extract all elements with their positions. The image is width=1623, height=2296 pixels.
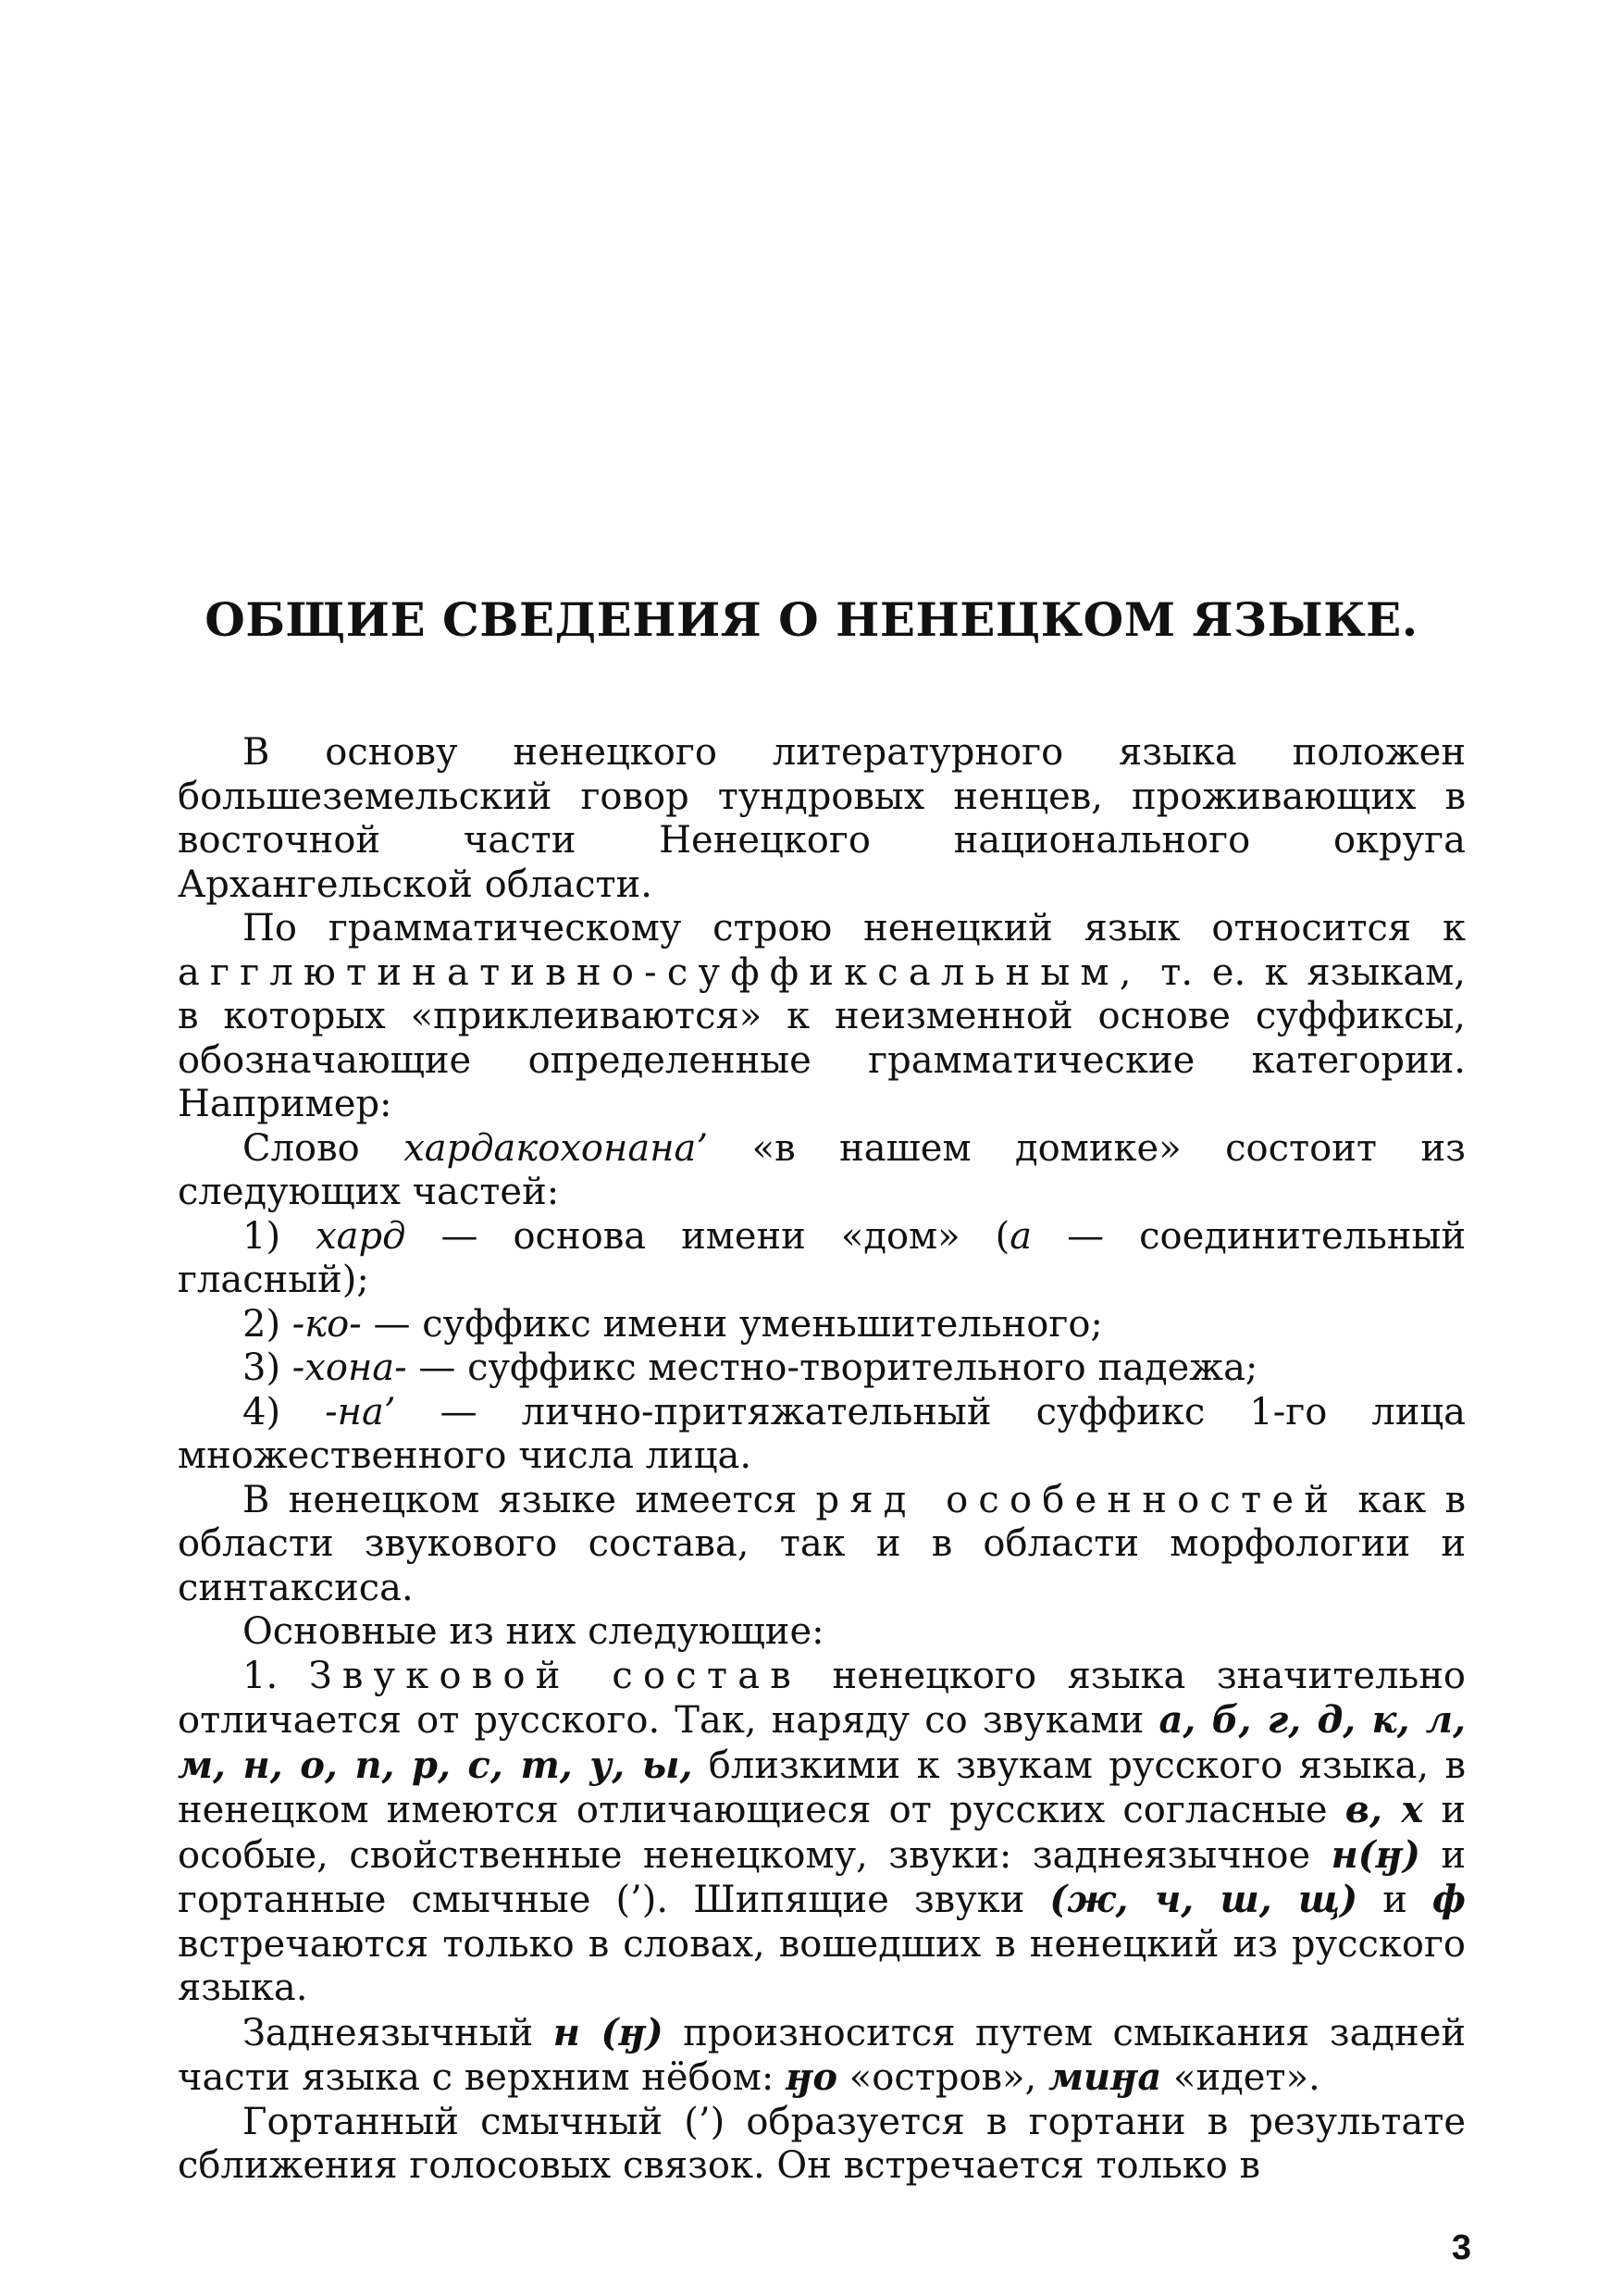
p6-text-g: встречаются только в словах, вошедших в ненецкий из русского языка. — [178, 1922, 1466, 2009]
paragraph-4 — [178, 1479, 1466, 1611]
p3-text-a: Слово — [242, 1126, 360, 1170]
page-number: 3 — [1451, 2228, 1471, 2267]
p6-text-e: и гортанные смычные (’). Шипящие звуки — [178, 1833, 1467, 1921]
p3-text-b: «в нашем домике» состоит из следующих частей: — [178, 1126, 1466, 1213]
item4-term: -на’ — [325, 1390, 396, 1433]
item3-text: — суффикс местно-творительного падежа; — [418, 1347, 1258, 1389]
item2-number: 2) — [242, 1302, 281, 1346]
p6-text-c: близкими к звукам русского языка, в ненецком имеются отличающиеся от русских согласные — [178, 1744, 1467, 1831]
p2-spaced-term: агглютинативно-суффиксальным, — [178, 950, 1142, 994]
item1-number: 1) — [242, 1214, 281, 1258]
item1-text-b: — соединительный гласный); — [178, 1214, 1467, 1301]
p6-sounds-v-kh: в, х — [1344, 1788, 1424, 1831]
paragraph-5: Основные из них следующие: — [242, 1610, 824, 1653]
p7-example-2: миӈа — [1047, 2055, 1162, 2099]
item4-number: 4) — [242, 1390, 281, 1433]
p7-gloss-2: «идет». — [1173, 2056, 1320, 2099]
item1-text-a: — основа имени «дом» ( — [440, 1214, 1010, 1258]
item3-number: 3) — [242, 1347, 281, 1389]
paragraph-6 — [178, 1655, 1466, 2011]
paragraph-2 — [178, 907, 1466, 1127]
p6-text-d: и особые, свойственные ненецкому, звуки: заднеязычное — [178, 1789, 1467, 1877]
p4-text-a: В ненецком языке имеется — [242, 1478, 798, 1521]
p6-sounds-sibilants: (ж, ч, ш, щ) — [1049, 1878, 1358, 1921]
item4-text: — лично-притяжательный суффикс 1-го лица множественного числа лица. — [178, 1390, 1466, 1477]
page-title: ОБЩИЕ СВЕДЕНИЯ О НЕНЕЦКОМ ЯЗЫКЕ. — [204, 592, 1419, 647]
p6-text-f: и — [1382, 1879, 1407, 1921]
list-item-2 — [178, 1303, 1466, 1347]
item1-vowel: а — [1010, 1214, 1033, 1258]
item2-text: — суффикс имени уменьшительного; — [373, 1302, 1103, 1346]
p7-gloss-1: «остров», — [849, 2056, 1037, 2099]
p6-sounds-list: а, б, г, д, к, л, м, н, о, п, р, с, т, у, ы, — [178, 1698, 1466, 1787]
item2-term: -ко- — [291, 1302, 362, 1346]
p2-text-b: т. е. к языкам, в которых «приклеиваются» к неизменной основе суффиксы, обозначающие определенные грамматические категории. Например: — [178, 950, 1466, 1125]
p7-text-b: произносится путем смыкания задней части языка с верхним нёбом: — [178, 2011, 1467, 2099]
p7-example-1: ӈо — [786, 2055, 838, 2099]
p7-text-a: Заднеязычный — [242, 2011, 534, 2054]
p7-sound: н (ӈ) — [552, 2010, 663, 2054]
p6-text-b: ненецкого языка значительно отличается от русского. Так, наряду со звуками — [178, 1654, 1466, 1742]
p3-example-word: хардакохонана’ — [403, 1126, 709, 1170]
list-item-4 — [178, 1391, 1466, 1479]
list-item-1 — [178, 1215, 1466, 1303]
p6-sound-velar-n: н(ӈ) — [1331, 1832, 1420, 1877]
paragraph-8: Гортанный смычный (’) образуется в гортани в результате сближения голосовых связок. Он встречается только в — [178, 2100, 1466, 2187]
p6-number: 1. — [242, 1654, 279, 1697]
p6-spaced-term: Звуковой состав — [308, 1654, 801, 1697]
body-text — [178, 731, 1466, 2189]
paragraph-3 — [178, 1127, 1466, 1215]
p4-text-b: как в области звукового состава, так и в области морфологии и синтаксиса. — [178, 1478, 1466, 1609]
p6-sound-f: ф — [1431, 1878, 1466, 1921]
paragraph-1: В основу ненецкого литературного языка положен большеземельский говор тундровых ненцев, проживающих в восточной части Ненецкого национального округа Архангельской области. — [178, 731, 1466, 906]
list-item-3 — [178, 1347, 1466, 1391]
p4-spaced-term: ряд особенностей — [815, 1478, 1340, 1521]
p2-text-a: По грамматическому строю ненецкий язык относится к — [242, 907, 1466, 949]
paragraph-7 — [178, 2011, 1466, 2101]
item1-term: хард — [316, 1214, 406, 1258]
item3-term: -хона- — [291, 1347, 407, 1389]
